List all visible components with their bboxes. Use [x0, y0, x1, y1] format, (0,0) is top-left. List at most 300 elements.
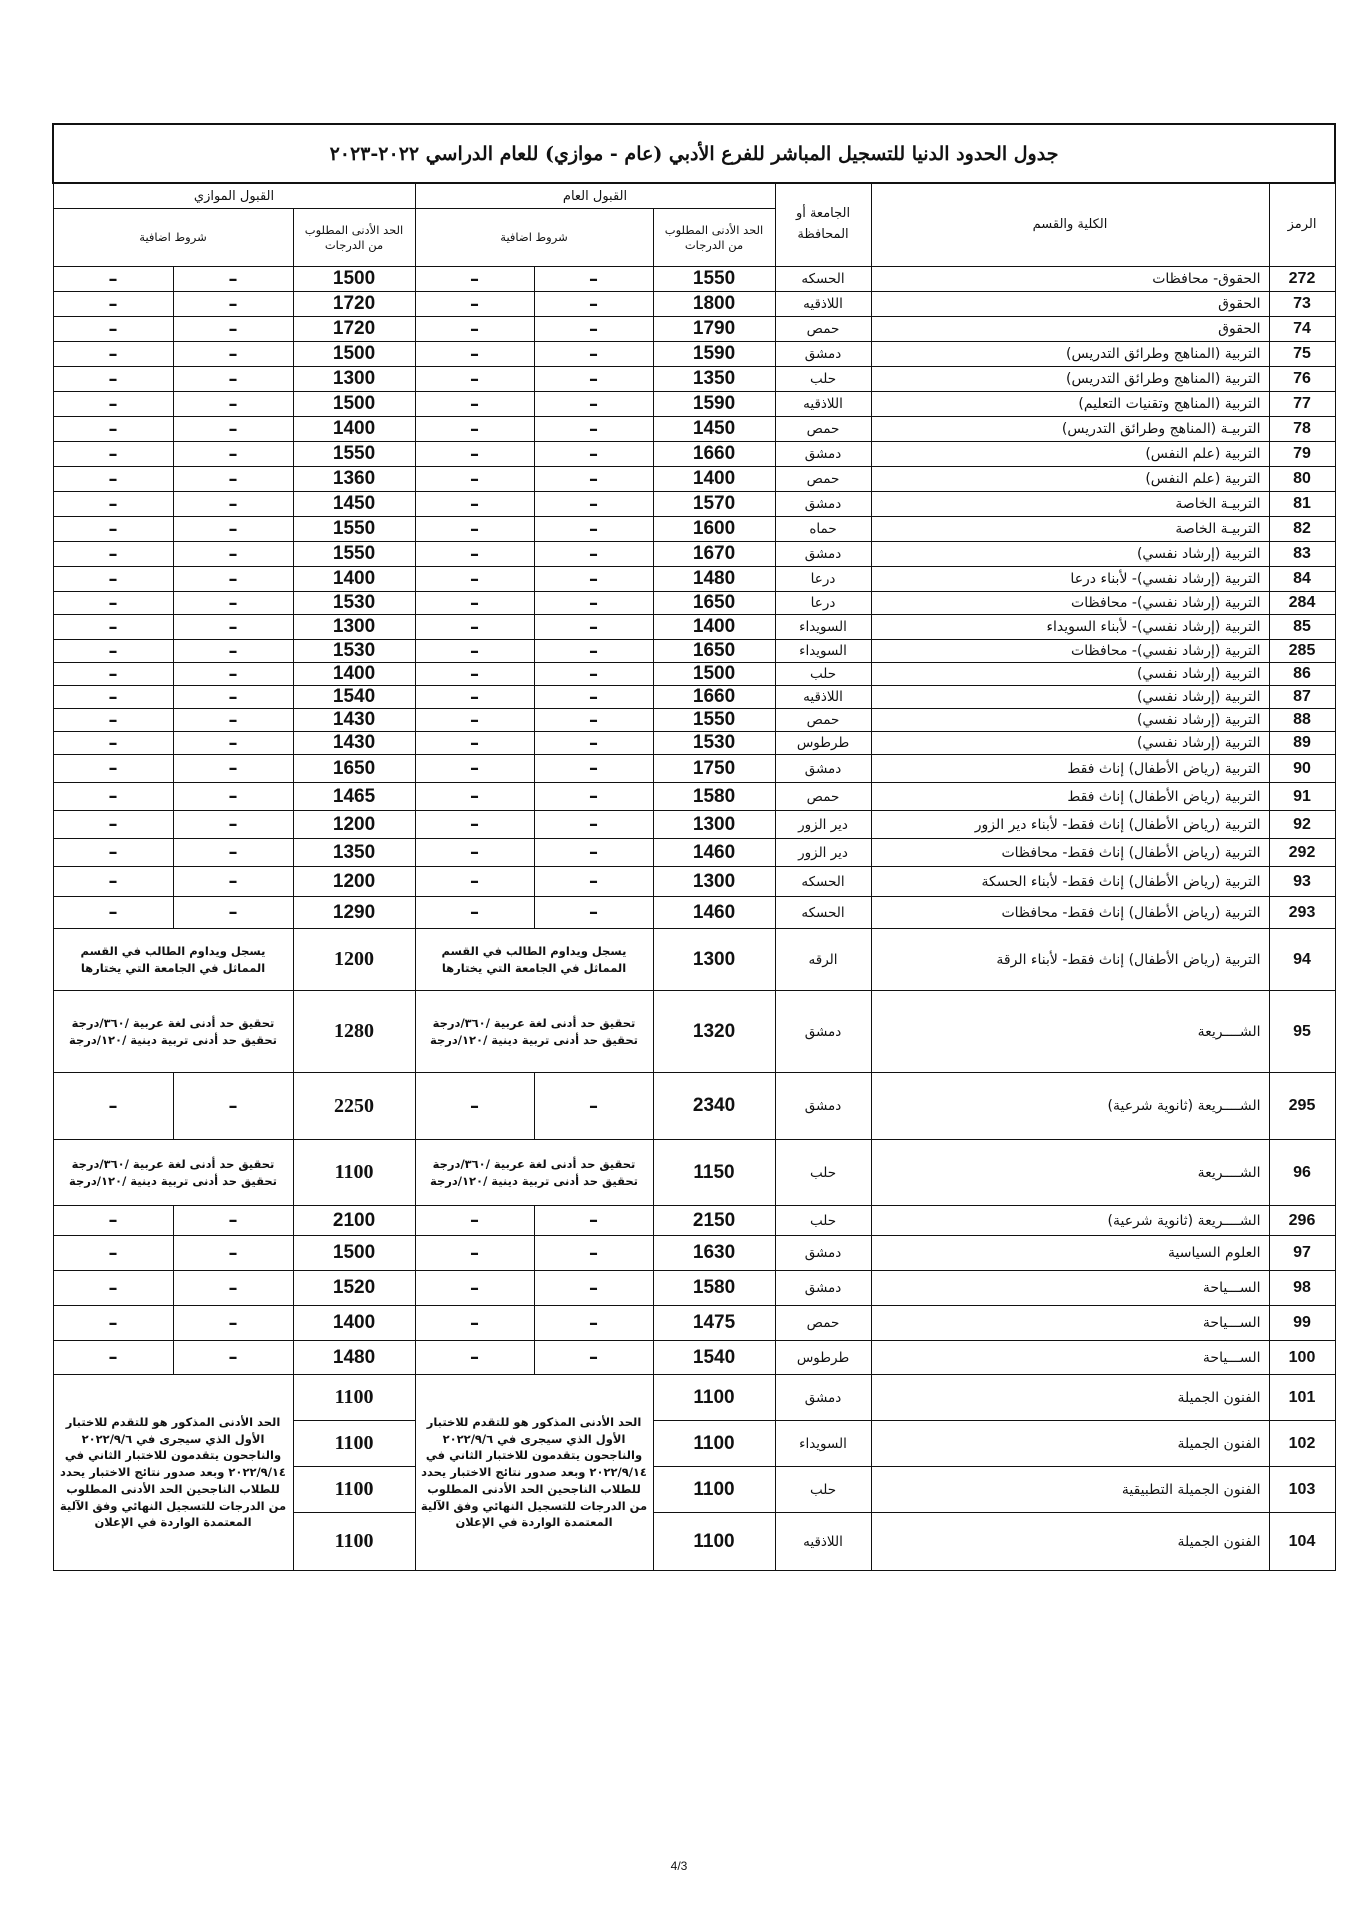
row-parallel-condition-note: يسجل ويداوم الطالب في القسم المماثل في الجامعة التي يختارها — [53, 929, 293, 991]
row-university: طرطوس — [775, 732, 871, 755]
row-code: 103 — [1269, 1467, 1335, 1513]
row-university: دمشق — [775, 492, 871, 517]
admission-table-sheet — [52, 123, 1318, 1571]
row-parallel-min-grade: 1500 — [293, 342, 415, 367]
row-faculty: التربية (إرشاد نفسي) — [871, 732, 1269, 755]
row-parallel-condition: – — [173, 342, 293, 367]
row-faculty: الشــــريعة — [871, 1140, 1269, 1206]
row-general-condition: – — [534, 392, 653, 417]
row-parallel-condition: – — [173, 417, 293, 442]
row-university: دمشق — [775, 1375, 871, 1421]
row-code: 76 — [1269, 367, 1335, 392]
row-general-condition: – — [415, 542, 534, 567]
row-code: 81 — [1269, 492, 1335, 517]
row-faculty: العلوم السياسية — [871, 1236, 1269, 1271]
arts-general-condition-note: الحد الأدنى المذكور هو للتقدم للاختبار الأول الذي سيجرى في ٢٠٢٢/٩/٦ والناجحون يتقدمون للاختبار الثاني في ٢٠٢٢/٩/١٤ وبعد صدور نتائج الاختبار يحدد للطلاب الناجحين الحد الأدنى المطلوب من الدرجات للتسجيل النهائي وفق الآلية المعتمدة الواردة في الإعلان — [415, 1375, 653, 1571]
row-university: دمشق — [775, 442, 871, 467]
row-code: 91 — [1269, 783, 1335, 811]
row-code: 293 — [1269, 897, 1335, 929]
row-parallel-condition: – — [53, 267, 173, 292]
row-general-min-grade: 1660 — [653, 442, 775, 467]
table-row — [53, 542, 1335, 567]
row-general-condition: – — [415, 492, 534, 517]
row-general-condition: – — [534, 867, 653, 897]
row-code: 93 — [1269, 867, 1335, 897]
table-row — [53, 897, 1335, 929]
row-general-condition: – — [534, 1306, 653, 1341]
table-row — [53, 367, 1335, 392]
table-row — [53, 867, 1335, 897]
row-general-condition: – — [534, 1271, 653, 1306]
row-parallel-min-grade: 2250 — [293, 1073, 415, 1140]
row-university: حماه — [775, 517, 871, 542]
row-faculty: التربية (رياض الأطفال) إناث فقط — [871, 755, 1269, 783]
row-parallel-min-grade: 1300 — [293, 615, 415, 640]
row-code: 94 — [1269, 929, 1335, 991]
row-general-min-grade: 1350 — [653, 367, 775, 392]
row-university: درعا — [775, 567, 871, 592]
row-university: حمص — [775, 1306, 871, 1341]
row-parallel-condition: – — [173, 709, 293, 732]
row-university: دمشق — [775, 1236, 871, 1271]
row-general-condition: – — [534, 897, 653, 929]
row-general-condition: – — [415, 317, 534, 342]
row-general-min-grade: 1500 — [653, 663, 775, 686]
row-parallel-min-grade: 1280 — [293, 991, 415, 1073]
row-parallel-condition: – — [53, 317, 173, 342]
row-general-condition: – — [415, 811, 534, 839]
row-general-min-grade: 1550 — [653, 267, 775, 292]
table-row — [53, 839, 1335, 867]
row-general-condition: – — [415, 1271, 534, 1306]
row-general-condition: – — [534, 783, 653, 811]
row-code: 97 — [1269, 1236, 1335, 1271]
row-general-condition: – — [415, 517, 534, 542]
table-row — [53, 267, 1335, 292]
header-parallel-min-grade: الحد الأدنى المطلوب من الدرجات — [293, 209, 415, 267]
row-parallel-condition: – — [173, 317, 293, 342]
row-faculty: الشــــريعة — [871, 991, 1269, 1073]
row-parallel-condition: – — [173, 517, 293, 542]
row-university: حلب — [775, 1206, 871, 1236]
row-general-min-grade: 1580 — [653, 1271, 775, 1306]
row-general-condition: – — [415, 839, 534, 867]
row-general-condition: – — [415, 417, 534, 442]
row-code: 296 — [1269, 1206, 1335, 1236]
row-faculty: التربية (رياض الأطفال) إناث فقط- لأبناء الرقة — [871, 929, 1269, 991]
row-general-condition: – — [415, 592, 534, 615]
row-parallel-condition: – — [173, 755, 293, 783]
row-general-condition: – — [534, 839, 653, 867]
row-parallel-min-grade: 1500 — [293, 1236, 415, 1271]
page-number: 4/3 — [670, 1859, 688, 1873]
row-parallel-condition: – — [53, 367, 173, 392]
row-faculty: الفنون الجميلة — [871, 1421, 1269, 1467]
row-faculty: الفنون الجميلة — [871, 1513, 1269, 1571]
row-code: 292 — [1269, 839, 1335, 867]
row-general-min-grade: 1590 — [653, 392, 775, 417]
row-parallel-condition: – — [53, 342, 173, 367]
row-general-condition: – — [534, 592, 653, 615]
table-row — [53, 342, 1335, 367]
row-parallel-min-grade: 1350 — [293, 839, 415, 867]
row-general-min-grade: 1100 — [653, 1513, 775, 1571]
row-general-min-grade: 1750 — [653, 755, 775, 783]
row-parallel-min-grade: 1540 — [293, 686, 415, 709]
row-parallel-min-grade: 1360 — [293, 467, 415, 492]
row-university: حلب — [775, 367, 871, 392]
table-row — [53, 640, 1335, 663]
row-general-condition: – — [415, 1306, 534, 1341]
row-general-condition: – — [415, 1341, 534, 1375]
row-general-condition: – — [415, 292, 534, 317]
row-parallel-condition: – — [173, 640, 293, 663]
row-university: الحسكه — [775, 867, 871, 897]
row-parallel-condition: – — [173, 442, 293, 467]
row-parallel-min-grade: 1400 — [293, 567, 415, 592]
row-general-min-grade: 1530 — [653, 732, 775, 755]
row-parallel-condition: – — [53, 392, 173, 417]
row-faculty: التربية (رياض الأطفال) إناث فقط- لأبناء الحسكة — [871, 867, 1269, 897]
header-code: الرمز — [1269, 183, 1335, 267]
row-code: 102 — [1269, 1421, 1335, 1467]
row-parallel-condition: – — [53, 783, 173, 811]
row-parallel-condition: – — [173, 392, 293, 417]
row-parallel-condition: – — [173, 1206, 293, 1236]
row-parallel-min-grade: 1720 — [293, 317, 415, 342]
row-general-condition: – — [534, 417, 653, 442]
row-parallel-condition: – — [173, 783, 293, 811]
row-faculty: التربية (المناهج وطرائق التدريس) — [871, 367, 1269, 392]
row-university: السويداء — [775, 615, 871, 640]
row-general-condition: – — [534, 517, 653, 542]
row-parallel-condition: – — [53, 567, 173, 592]
row-university: دمشق — [775, 1073, 871, 1140]
row-faculty: التربية (علم النفس) — [871, 467, 1269, 492]
row-parallel-min-grade: 1100 — [293, 1467, 415, 1513]
row-university: حمص — [775, 317, 871, 342]
row-general-min-grade: 1630 — [653, 1236, 775, 1271]
table-row — [53, 517, 1335, 542]
row-parallel-condition: – — [53, 686, 173, 709]
row-code: 86 — [1269, 663, 1335, 686]
row-parallel-min-grade: 1500 — [293, 267, 415, 292]
row-general-min-grade: 1300 — [653, 867, 775, 897]
row-general-min-grade: 1400 — [653, 615, 775, 640]
row-general-min-grade: 1100 — [653, 1421, 775, 1467]
row-parallel-min-grade: 1530 — [293, 592, 415, 615]
row-faculty: الشــــريعة (ثانوية شرعية) — [871, 1206, 1269, 1236]
row-code: 98 — [1269, 1271, 1335, 1306]
row-parallel-condition-note: تحقيق حد أدنى لغة عربية /٣٦٠/درجة تحقيق حد أدنى تربية دينية /١٢٠/درجة — [53, 1140, 293, 1206]
row-faculty: الشــــريعة (ثانوية شرعية) — [871, 1073, 1269, 1140]
row-general-min-grade: 1600 — [653, 517, 775, 542]
row-general-condition: – — [415, 1206, 534, 1236]
row-university: دمشق — [775, 542, 871, 567]
arts-parallel-condition-note: الحد الأدنى المذكور هو للتقدم للاختبار الأول الذي سيجرى في ٢٠٢٢/٩/٦ والناجحون يتقدمون للاختبار الثاني في ٢٠٢٢/٩/١٤ وبعد صدور نتائج الاختبار يحدد للطلاب الناجحين الحد الأدنى المطلوب من الدرجات للتسجيل النهائي وفق الآلية المعتمدة الواردة في الإعلان — [53, 1375, 293, 1571]
row-general-condition: – — [415, 709, 534, 732]
row-general-condition-note: تحقيق حد أدنى لغة عربية /٣٦٠/درجة تحقيق حد أدنى تربية دينية /١٢٠/درجة — [415, 1140, 653, 1206]
row-general-condition: – — [415, 392, 534, 417]
row-parallel-min-grade: 2100 — [293, 1206, 415, 1236]
row-general-condition: – — [415, 1236, 534, 1271]
row-faculty: التربيـة (المناهج وطرائق التدريس) — [871, 417, 1269, 442]
row-general-min-grade: 1540 — [653, 1341, 775, 1375]
row-code: 75 — [1269, 342, 1335, 367]
row-parallel-condition: – — [173, 615, 293, 640]
row-general-min-grade: 1475 — [653, 1306, 775, 1341]
row-university: طرطوس — [775, 1341, 871, 1375]
row-faculty: التربية (إرشاد نفسي) — [871, 709, 1269, 732]
row-code: 101 — [1269, 1375, 1335, 1421]
row-general-min-grade: 1400 — [653, 467, 775, 492]
row-parallel-condition: – — [53, 1206, 173, 1236]
row-university: اللاذقيه — [775, 392, 871, 417]
row-code: 87 — [1269, 686, 1335, 709]
row-general-condition: – — [534, 640, 653, 663]
row-general-condition: – — [534, 467, 653, 492]
row-general-condition: – — [534, 811, 653, 839]
row-faculty: التربيـة الخاصة — [871, 517, 1269, 542]
table-row — [53, 1206, 1335, 1236]
row-parallel-condition: – — [53, 640, 173, 663]
table-row — [53, 663, 1335, 686]
row-general-condition-note: تحقيق حد أدنى لغة عربية /٣٦٠/درجة تحقيق حد أدنى تربية دينية /١٢٠/درجة — [415, 991, 653, 1073]
table-row — [53, 709, 1335, 732]
row-general-min-grade: 1450 — [653, 417, 775, 442]
row-parallel-min-grade: 1450 — [293, 492, 415, 517]
row-general-min-grade: 1670 — [653, 542, 775, 567]
row-general-condition: – — [534, 292, 653, 317]
row-faculty: التربية (رياض الأطفال) إناث فقط- لأبناء دير الزور — [871, 811, 1269, 839]
row-faculty: التربية (علم النفس) — [871, 442, 1269, 467]
row-general-min-grade: 1460 — [653, 897, 775, 929]
row-code: 73 — [1269, 292, 1335, 317]
table-row — [53, 755, 1335, 783]
row-general-condition: – — [415, 663, 534, 686]
row-university: حلب — [775, 1467, 871, 1513]
row-code: 79 — [1269, 442, 1335, 467]
row-parallel-min-grade: 1100 — [293, 1513, 415, 1571]
row-parallel-condition: – — [173, 367, 293, 392]
row-code: 80 — [1269, 467, 1335, 492]
row-general-min-grade: 1300 — [653, 929, 775, 991]
row-code: 85 — [1269, 615, 1335, 640]
row-parallel-condition: – — [173, 1236, 293, 1271]
row-general-condition: – — [415, 867, 534, 897]
header-parallel-conditions: شروط اضافية — [53, 209, 293, 267]
row-parallel-min-grade: 1100 — [293, 1140, 415, 1206]
row-university: دمشق — [775, 755, 871, 783]
row-parallel-condition: – — [53, 1341, 173, 1375]
row-faculty: الحقوق — [871, 292, 1269, 317]
header-general-min-grade: الحد الأدنى المطلوب من الدرجات — [653, 209, 775, 267]
row-parallel-condition: – — [173, 542, 293, 567]
row-faculty: الســـياحة — [871, 1271, 1269, 1306]
row-general-condition: – — [534, 542, 653, 567]
table-row — [53, 1341, 1335, 1375]
row-code: 295 — [1269, 1073, 1335, 1140]
row-university: حمص — [775, 467, 871, 492]
row-parallel-condition: – — [173, 686, 293, 709]
row-parallel-min-grade: 1550 — [293, 517, 415, 542]
row-faculty: التربية (إرشاد نفسي)- لأبناء درعا — [871, 567, 1269, 592]
row-parallel-min-grade: 1430 — [293, 732, 415, 755]
row-general-min-grade: 1580 — [653, 783, 775, 811]
row-parallel-min-grade: 1100 — [293, 1375, 415, 1421]
row-parallel-condition: – — [173, 492, 293, 517]
row-general-condition-note: يسجل ويداوم الطالب في القسم المماثل في الجامعة التي يختارها — [415, 929, 653, 991]
row-general-min-grade: 1100 — [653, 1375, 775, 1421]
header-general-admission: القبول العام — [415, 183, 775, 209]
row-code: 285 — [1269, 640, 1335, 663]
row-parallel-condition: – — [53, 839, 173, 867]
row-faculty: التربية (رياض الأطفال) إناث فقط- محافظات — [871, 897, 1269, 929]
row-general-condition: – — [415, 897, 534, 929]
row-faculty: التربية (إرشاد نفسي) — [871, 542, 1269, 567]
row-parallel-condition: – — [173, 1073, 293, 1140]
row-general-condition: – — [415, 640, 534, 663]
row-parallel-min-grade: 1400 — [293, 417, 415, 442]
row-parallel-condition: – — [53, 492, 173, 517]
row-parallel-condition-note: تحقيق حد أدنى لغة عربية /٣٦٠/درجة تحقيق حد أدنى تربية دينية /١٢٠/درجة — [53, 991, 293, 1073]
row-parallel-condition: – — [53, 592, 173, 615]
row-university: حمص — [775, 417, 871, 442]
row-parallel-min-grade: 1480 — [293, 1341, 415, 1375]
row-code: 92 — [1269, 811, 1335, 839]
row-general-condition: – — [415, 732, 534, 755]
row-university: دمشق — [775, 1271, 871, 1306]
header-parallel-admission: القبول الموازي — [53, 183, 415, 209]
row-parallel-min-grade: 1650 — [293, 755, 415, 783]
table-row — [53, 592, 1335, 615]
row-parallel-min-grade: 1200 — [293, 811, 415, 839]
row-general-min-grade: 1800 — [653, 292, 775, 317]
table-row — [53, 567, 1335, 592]
table-row — [53, 392, 1335, 417]
row-faculty: التربية (إرشاد نفسي)- لأبناء السويداء — [871, 615, 1269, 640]
row-general-min-grade: 1590 — [653, 342, 775, 367]
row-general-condition: – — [534, 342, 653, 367]
row-university: السويداء — [775, 1421, 871, 1467]
row-general-condition: – — [534, 267, 653, 292]
row-general-min-grade: 1550 — [653, 709, 775, 732]
row-code: 99 — [1269, 1306, 1335, 1341]
row-general-condition: – — [534, 1341, 653, 1375]
row-faculty: الســـياحة — [871, 1341, 1269, 1375]
row-parallel-min-grade: 1400 — [293, 663, 415, 686]
row-general-min-grade: 2340 — [653, 1073, 775, 1140]
row-general-min-grade: 1460 — [653, 839, 775, 867]
row-parallel-min-grade: 1530 — [293, 640, 415, 663]
row-parallel-min-grade: 1100 — [293, 1421, 415, 1467]
row-parallel-min-grade: 1465 — [293, 783, 415, 811]
row-parallel-condition: – — [53, 897, 173, 929]
row-university: الرقه — [775, 929, 871, 991]
row-parallel-condition: – — [53, 811, 173, 839]
row-faculty: التربيـة الخاصة — [871, 492, 1269, 517]
row-parallel-condition: – — [53, 709, 173, 732]
row-code: 88 — [1269, 709, 1335, 732]
row-university: اللاذقيه — [775, 686, 871, 709]
row-general-min-grade: 1100 — [653, 1467, 775, 1513]
row-parallel-condition: – — [53, 867, 173, 897]
row-university: حلب — [775, 663, 871, 686]
row-parallel-min-grade: 1300 — [293, 367, 415, 392]
row-code: 284 — [1269, 592, 1335, 615]
row-university: دمشق — [775, 991, 871, 1073]
row-general-condition: – — [415, 686, 534, 709]
row-parallel-condition: – — [173, 292, 293, 317]
table-row — [53, 615, 1335, 640]
page-title: جدول الحدود الدنيا للتسجيل المباشر للفرع الأدبي (عام - موازي) للعام الدراسي ٢٠٢٢-٢٠٢٣ — [53, 124, 1335, 183]
row-parallel-condition: – — [53, 732, 173, 755]
row-university: درعا — [775, 592, 871, 615]
row-code: 89 — [1269, 732, 1335, 755]
row-code: 272 — [1269, 267, 1335, 292]
row-general-condition: – — [534, 686, 653, 709]
table-row — [53, 929, 1335, 991]
row-faculty: التربية (المناهج وطرائق التدريس) — [871, 342, 1269, 367]
row-general-condition: – — [534, 709, 653, 732]
row-parallel-condition: – — [53, 467, 173, 492]
row-code: 100 — [1269, 1341, 1335, 1375]
row-university: الحسكه — [775, 897, 871, 929]
row-general-condition: – — [415, 467, 534, 492]
row-parallel-condition: – — [53, 755, 173, 783]
row-general-condition: – — [415, 615, 534, 640]
row-parallel-condition: – — [173, 1341, 293, 1375]
row-general-condition: – — [534, 663, 653, 686]
row-university: اللاذقيه — [775, 292, 871, 317]
row-parallel-condition: – — [173, 1271, 293, 1306]
admission-table — [52, 123, 1336, 1571]
row-parallel-condition: – — [53, 517, 173, 542]
row-code: 77 — [1269, 392, 1335, 417]
row-general-condition: – — [415, 755, 534, 783]
row-general-min-grade: 1790 — [653, 317, 775, 342]
header-faculty: الكلية والقسم — [871, 183, 1269, 267]
row-general-condition: – — [534, 567, 653, 592]
row-university: الحسكه — [775, 267, 871, 292]
row-parallel-min-grade: 1200 — [293, 867, 415, 897]
row-general-min-grade: 1650 — [653, 592, 775, 615]
row-parallel-min-grade: 1550 — [293, 542, 415, 567]
row-university: حمص — [775, 709, 871, 732]
row-parallel-condition: – — [173, 267, 293, 292]
row-code: 82 — [1269, 517, 1335, 542]
row-general-condition: – — [534, 442, 653, 467]
row-parallel-condition: – — [53, 542, 173, 567]
row-parallel-condition: – — [53, 417, 173, 442]
table-row — [53, 732, 1335, 755]
row-university: حلب — [775, 1140, 871, 1206]
row-parallel-condition: – — [53, 292, 173, 317]
row-general-condition: – — [534, 317, 653, 342]
row-faculty: التربية (إرشاد نفسي) — [871, 663, 1269, 686]
row-general-condition: – — [415, 267, 534, 292]
row-university: اللاذقيه — [775, 1513, 871, 1571]
row-faculty: التربية (رياض الأطفال) إناث فقط — [871, 783, 1269, 811]
row-parallel-condition: – — [53, 1271, 173, 1306]
row-parallel-min-grade: 1430 — [293, 709, 415, 732]
row-general-condition: – — [415, 783, 534, 811]
row-university: دير الزور — [775, 811, 871, 839]
row-parallel-min-grade: 1290 — [293, 897, 415, 929]
table-row — [53, 317, 1335, 342]
row-university: دمشق — [775, 342, 871, 367]
row-general-min-grade: 1480 — [653, 567, 775, 592]
